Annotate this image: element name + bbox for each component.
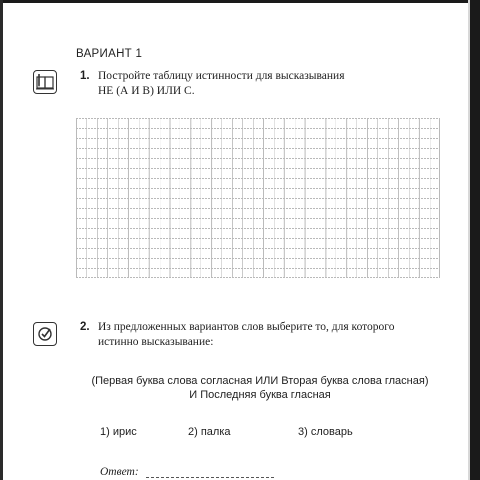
question-1-number: 1. bbox=[80, 70, 90, 82]
answer-field[interactable] bbox=[146, 477, 274, 478]
question-2-text-line2: истинно высказывание: bbox=[98, 336, 214, 348]
question-1-text-line1: Постройте таблицу истинности для высказывания bbox=[98, 70, 345, 82]
question-2-text-line1: Из предложенных вариантов слов выберите то, для которого bbox=[98, 321, 395, 333]
option-2[interactable]: 2) палка bbox=[188, 426, 231, 438]
book-pen-icon bbox=[33, 70, 57, 94]
statement-line1: (Первая буква слова согласная ИЛИ Вторая буква слова гласная) bbox=[91, 375, 429, 387]
variant-title: ВАРИАНТ 1 bbox=[76, 48, 143, 60]
statement-line2: И Последняя буква гласная bbox=[189, 389, 331, 401]
checkmark-circle-icon bbox=[33, 322, 57, 346]
right-border bbox=[470, 0, 480, 480]
left-border bbox=[0, 0, 3, 480]
answer-label: Ответ: bbox=[100, 466, 139, 478]
top-border bbox=[0, 0, 480, 3]
question-2-number: 2. bbox=[80, 321, 90, 333]
option-3[interactable]: 3) словарь bbox=[298, 426, 353, 438]
option-1[interactable]: 1) ирис bbox=[100, 426, 137, 438]
page-edge bbox=[468, 0, 470, 480]
answer-grid[interactable] bbox=[76, 118, 440, 278]
question-1-text-line2: НЕ (А И В) ИЛИ С. bbox=[98, 85, 195, 97]
